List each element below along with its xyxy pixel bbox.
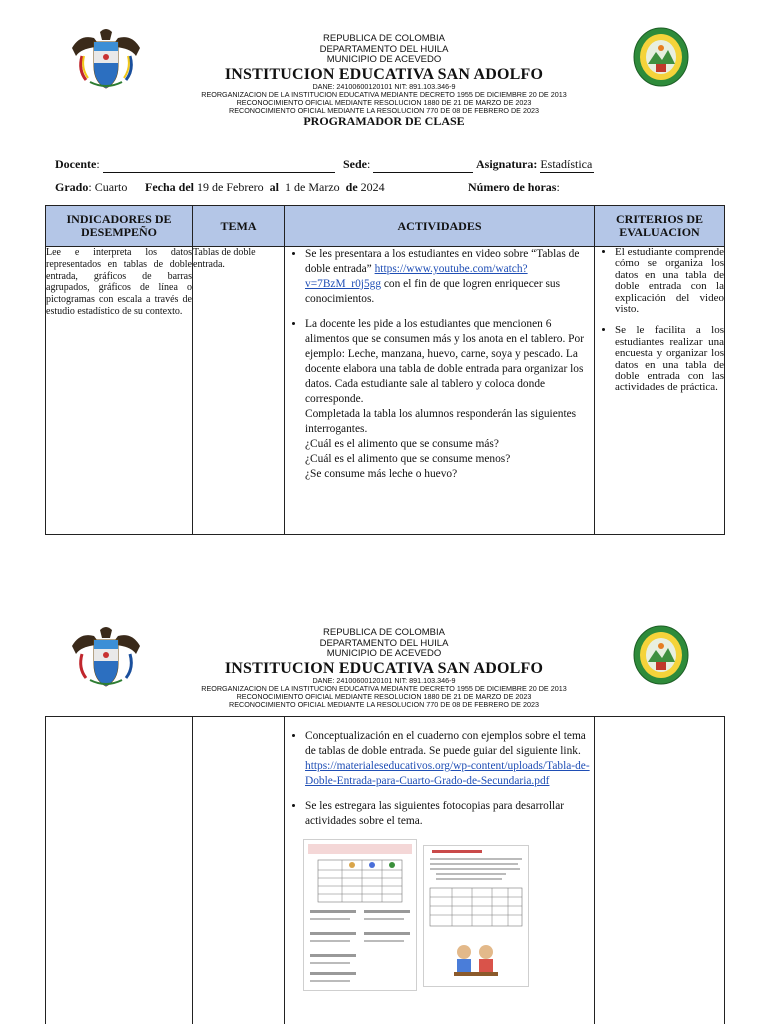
question-3: ¿Se consume más leche o huevo? — [305, 468, 458, 480]
criteria-list — [595, 247, 724, 394]
sede-field[interactable] — [373, 157, 473, 173]
school-crest-icon — [632, 26, 690, 88]
header-criterios: CRITERIOS DE EVALUACION — [595, 206, 725, 247]
fecha-from: 19 de Febrero — [197, 180, 264, 194]
lesson-plan-table — [45, 205, 725, 535]
list-item — [305, 247, 594, 307]
recognition-line-1: RECONOCIMIENTO OFICIAL MEDIANTE RESOLUCION 1880 DE 21 DE MARZO DE 2023 — [236, 691, 532, 701]
dane-line: DANE: 24100600120101 NIT: 891.103.346-9 — [312, 81, 456, 91]
grado-value: Cuarto — [94, 180, 128, 194]
colombia-coat-of-arms-icon — [70, 624, 142, 690]
asignatura-label: Asignatura: — [476, 157, 538, 171]
horas-row: Número de horas: — [468, 180, 560, 194]
table-row — [46, 717, 725, 1024]
department-line: DEPARTAMENTO DEL HUILA — [319, 43, 449, 55]
criterios-cell — [595, 247, 725, 535]
list-item: • Se le facilita a los estudiantes realizar una encuesta y organizar los datos en una tabla de doble entrada con las actividades de práctica. — [615, 325, 724, 393]
country-line: REPUBLICA DE COLOMBIA — [323, 627, 445, 638]
docente-label: Docente — [55, 157, 97, 171]
docente-row: Docente: — [55, 157, 335, 173]
school-crest-icon — [632, 624, 690, 686]
sede-row: Sede: — [343, 157, 473, 173]
tema-cell — [193, 717, 285, 1024]
colombia-coat-of-arms-icon — [70, 26, 142, 92]
docente-field[interactable] — [103, 157, 335, 173]
header-actividades: ACTIVIDADES — [285, 206, 595, 247]
activity-4-text: Se les estregara las siguientes fotocopias para desarrollar actividades sobre el tema. — [305, 800, 565, 827]
list-item — [305, 799, 594, 829]
actividades-cell — [285, 247, 595, 535]
letterhead-text — [150, 628, 618, 709]
table-row — [46, 247, 725, 535]
indicador-cell — [46, 717, 193, 1024]
question-1: ¿Cuál es el alimento que se consume más? — [305, 438, 499, 450]
youtube-link[interactable]: https://www.youtube.com/watch?v=7BzM_r0j5gg — [305, 263, 528, 290]
activity-3-text: Conceptualización en el cuaderno con ejemplos sobre el tema de tablas de doble entrada. Se puede guiar del siguiente link. — [305, 730, 586, 757]
grado-row: Grado: Cuarto — [55, 180, 128, 194]
header-indicadores: INDICADORES DE DESEMPEÑO — [46, 206, 193, 247]
worksheet-1-image — [303, 839, 417, 991]
municipality-line: MUNICIPIO DE ACEVEDO — [326, 648, 442, 659]
recognition-line-1: RECONOCIMIENTO OFICIAL MEDIANTE RESOLUCION 1880 DE 21 DE MARZO DE 2023 — [236, 97, 532, 107]
grado-label: Grado — [55, 180, 89, 194]
fecha-row — [145, 180, 385, 195]
asignatura-value[interactable]: Estadística — [540, 157, 594, 173]
activity-1-text-end: con el fin de que logren enriquecer sus conocimientos. — [305, 278, 561, 305]
photocopies-image — [285, 839, 594, 989]
tema-cell: Tablas de doble entrada. — [193, 247, 285, 535]
activity-2-text: La docente les pide a los estudiantes que mencionen 6 alimentos que se consumen más y los anota en el tablero. Por ejemplo: Leche, manzana, huevo, carne, soya y pescado. La docente elabora una tabla de doble entrada para organizar los datos. Cada estudiante sale al tablero y coloca donde corresponde. — [305, 318, 585, 405]
criterios-cell — [595, 717, 725, 1024]
worksheet-2-image — [423, 845, 529, 987]
municipality-line: MUNICIPIO DE ACEVEDO — [326, 54, 442, 65]
dane-line: DANE: 24100600120101 NIT: 891.103.346-9 — [312, 675, 456, 685]
header-tema: TEMA — [193, 206, 285, 247]
al-label: al — [269, 180, 279, 194]
activity-2-instructions: Completada la tabla los alumnos responderán las siguientes interrogantes. — [305, 408, 577, 435]
document-title: PROGRAMADOR DE CLASE — [303, 113, 465, 128]
de-label: de — [345, 180, 358, 194]
activity-1-text: Se les presentara a los estudiantes en video sobre “Tablas de doble entrada” — [305, 248, 580, 275]
reorganization-line: REORGANIZACION DE LA INSTITUCION EDUCATIVA MEDIANTE DECRETO 1955 DE DICIEMBRE 20 DE 2013 — [201, 89, 567, 99]
sede-label: Sede — [343, 157, 367, 171]
actividades-cell — [285, 717, 595, 1024]
activities-list — [285, 729, 594, 829]
school-name: INSTITUCION EDUCATIVA SAN ADOLFO — [224, 65, 544, 83]
materiales-link[interactable]: https://materialeseducativos.org/wp-content/uploads/Tabla-de-Doble-Entrada-para-Cuarto-Grado-de-Secundaria.pdf — [305, 760, 590, 787]
fecha-to: 1 de Marzo — [285, 180, 340, 194]
department-line: DEPARTAMENTO DEL HUILA — [319, 637, 449, 649]
list-item: • El estudiante comprende cómo se organiza los datos en una tabla de doble entrada con la explicación del video visto. — [615, 247, 724, 315]
list-item — [305, 317, 594, 482]
letterhead — [0, 598, 768, 716]
list-item — [305, 729, 594, 789]
asignatura-row — [476, 157, 594, 173]
fecha-label: Fecha del — [145, 180, 194, 194]
lesson-plan-table-continued — [45, 716, 725, 1024]
activities-list — [285, 247, 594, 482]
letterhead-text — [150, 34, 618, 128]
year: 2024 — [360, 180, 385, 194]
table-header-row — [46, 206, 725, 247]
letterhead — [0, 0, 768, 128]
school-name: INSTITUCION EDUCATIVA SAN ADOLFO — [224, 659, 544, 677]
country-line: REPUBLICA DE COLOMBIA — [323, 33, 445, 44]
horas-label: Número de horas — [468, 180, 557, 194]
recognition-line-2: RECONOCIMIENTO OFICIAL MEDIANTE LA RESOLUCION 770 DE 08 DE FEBRERO DE 2023 — [229, 699, 539, 709]
page-2 — [0, 598, 768, 1024]
indicador-cell: Lee e interpreta los datos representados en tablas de doble entrada, gráficos de barras agrupados, gráficos de línea o pictogramas con escala a través de estudio estadístico de su contexto. — [46, 247, 193, 535]
recognition-line-2: RECONOCIMIENTO OFICIAL MEDIANTE LA RESOLUCION 770 DE 08 DE FEBRERO DE 2023 — [229, 105, 539, 115]
question-2: ¿Cuál es el alimento que se consume menos? — [305, 453, 511, 465]
reorganization-line: REORGANIZACION DE LA INSTITUCION EDUCATIVA MEDIANTE DECRETO 1955 DE DICIEMBRE 20 DE 2013 — [201, 683, 567, 693]
